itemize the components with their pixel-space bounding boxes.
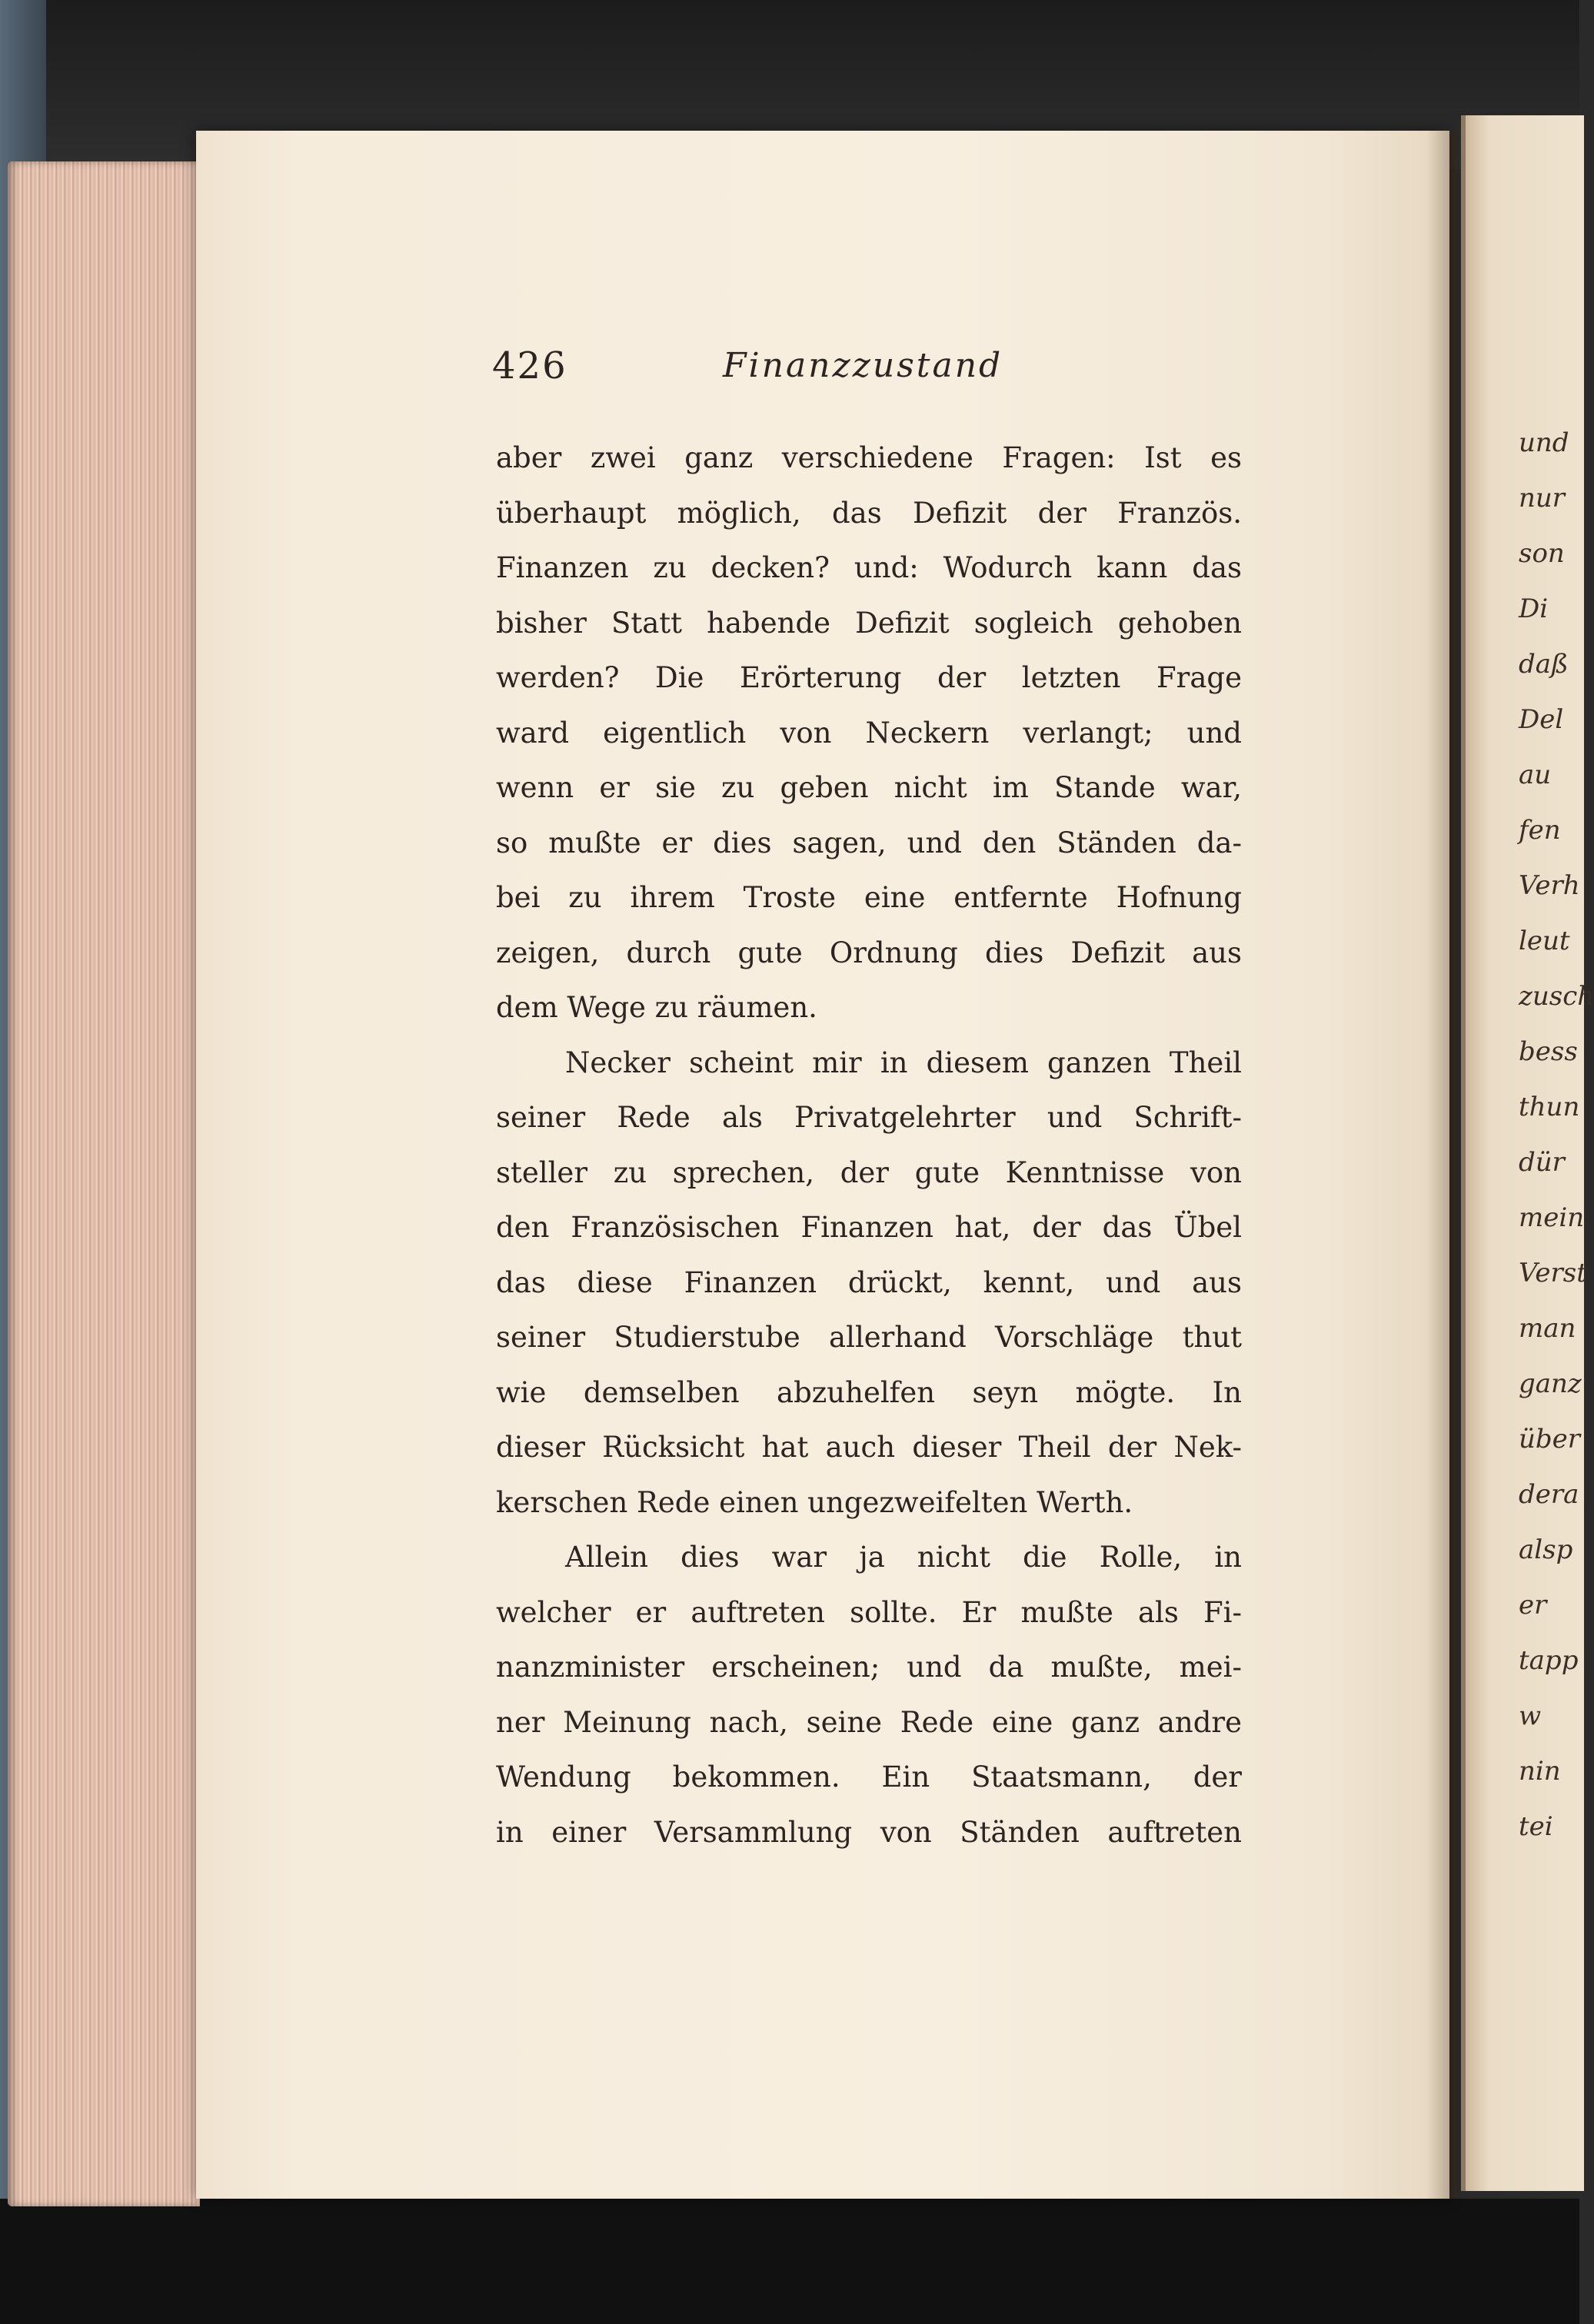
text-line: dieser Rücksicht hat auch dieser Theil der Nek-: [496, 1431, 1242, 1464]
facing-fragment: tei: [1519, 1811, 1553, 1842]
text-line: Finanzen zu decken? und: Wodurch kann das: [496, 551, 1242, 584]
facing-fragment: fen: [1519, 815, 1561, 846]
facing-fragment: mein: [1519, 1202, 1585, 1233]
spine-shadow: [1426, 131, 1457, 2199]
text-line: ward eigentlich von Neckern verlangt; und: [496, 716, 1242, 750]
text-line: Wendung bekommen. Ein Staatsmann, der: [496, 1760, 1242, 1794]
facing-fragment: alsp: [1519, 1534, 1573, 1565]
text-line: Allein dies war ja nicht die Rolle, in: [565, 1541, 1242, 1574]
facing-fragment: au: [1519, 760, 1552, 790]
running-head: Finanzzustand: [723, 346, 1003, 385]
body-text: [496, 431, 1242, 1860]
facing-page-text: [1519, 415, 1594, 1854]
facing-fragment: thun: [1519, 1092, 1580, 1122]
facing-fragment: und: [1519, 427, 1569, 458]
facing-fragment: bess: [1519, 1036, 1578, 1067]
text-line: wie demselben abzuhelfen seyn mögte. In: [496, 1375, 1242, 1409]
facing-fragment: über: [1519, 1424, 1581, 1455]
background-bottom: [0, 2199, 1579, 2324]
text-line: zeigen, durch gute Ordnung dies Defizit aus: [496, 936, 1242, 969]
text-line: kerschen Rede einen ungezweifelten Werth.: [496, 1485, 1133, 1519]
facing-fragment: daß: [1519, 649, 1569, 680]
text-line: so mußte er dies sagen, und den Ständen da-: [496, 826, 1242, 859]
facing-fragment: Verh: [1519, 870, 1580, 901]
facing-fragment: leut: [1519, 926, 1570, 956]
page-edges: [8, 161, 200, 2206]
facing-fragment: zusch: [1519, 981, 1594, 1012]
text-line: seiner Studierstube allerhand Vorschläge thut: [496, 1321, 1242, 1354]
facing-fragment: son: [1519, 538, 1565, 569]
text-line: überhaupt möglich, das Defizit der Französ.: [496, 496, 1242, 530]
text-line: dem Wege zu räumen.: [496, 991, 817, 1024]
text-line: bisher Statt habende Defizit sogleich gehoben: [496, 606, 1242, 640]
text-line: den Französischen Finanzen hat, der das Übel: [496, 1211, 1242, 1244]
facing-fragment: dür: [1519, 1147, 1565, 1178]
text-line: werden? Die Erörterung der letzten Frage: [496, 661, 1242, 694]
facing-fragment: ganz: [1519, 1368, 1582, 1399]
facing-fragment: Di: [1519, 593, 1549, 624]
facing-fragment: nin: [1519, 1756, 1561, 1787]
facing-fragment: tapp: [1519, 1645, 1579, 1676]
text-line: in einer Versammlung von Ständen auftreten: [496, 1815, 1242, 1849]
facing-fragment: dera: [1519, 1479, 1579, 1510]
text-line: aber zwei ganz verschiedene Fragen: Ist es: [496, 441, 1242, 474]
facing-fragment: Verst: [1519, 1258, 1587, 1288]
page-number: 426: [492, 344, 567, 387]
facing-fragment: er: [1519, 1590, 1547, 1621]
text-line: steller zu sprechen, der gute Kenntnisse von: [496, 1155, 1242, 1189]
text-line: Necker scheint mir in diesem ganzen Theil: [565, 1046, 1242, 1079]
text-line: bei zu ihrem Troste eine entfernte Hofnung: [496, 881, 1242, 914]
facing-fragment: Del: [1519, 704, 1564, 735]
facing-fragment: w: [1519, 1701, 1542, 1731]
text-line: wenn er sie zu geben nicht im Stande war,: [496, 771, 1242, 804]
facing-fragment: man: [1519, 1313, 1576, 1344]
text-line: das diese Finanzen drückt, kennt, und aus: [496, 1265, 1242, 1299]
text-line: ner Meinung nach, seine Rede eine ganz andre: [496, 1705, 1242, 1739]
text-line: nanzminister erscheinen; und da mußte, mei-: [496, 1651, 1242, 1684]
facing-fragment: nur: [1519, 483, 1566, 514]
text-line: welcher er auftreten sollte. Er mußte als Fi-: [496, 1595, 1242, 1629]
page-header: [492, 344, 1261, 398]
text-line: seiner Rede als Privatgelehrter und Schrift-: [496, 1101, 1242, 1134]
